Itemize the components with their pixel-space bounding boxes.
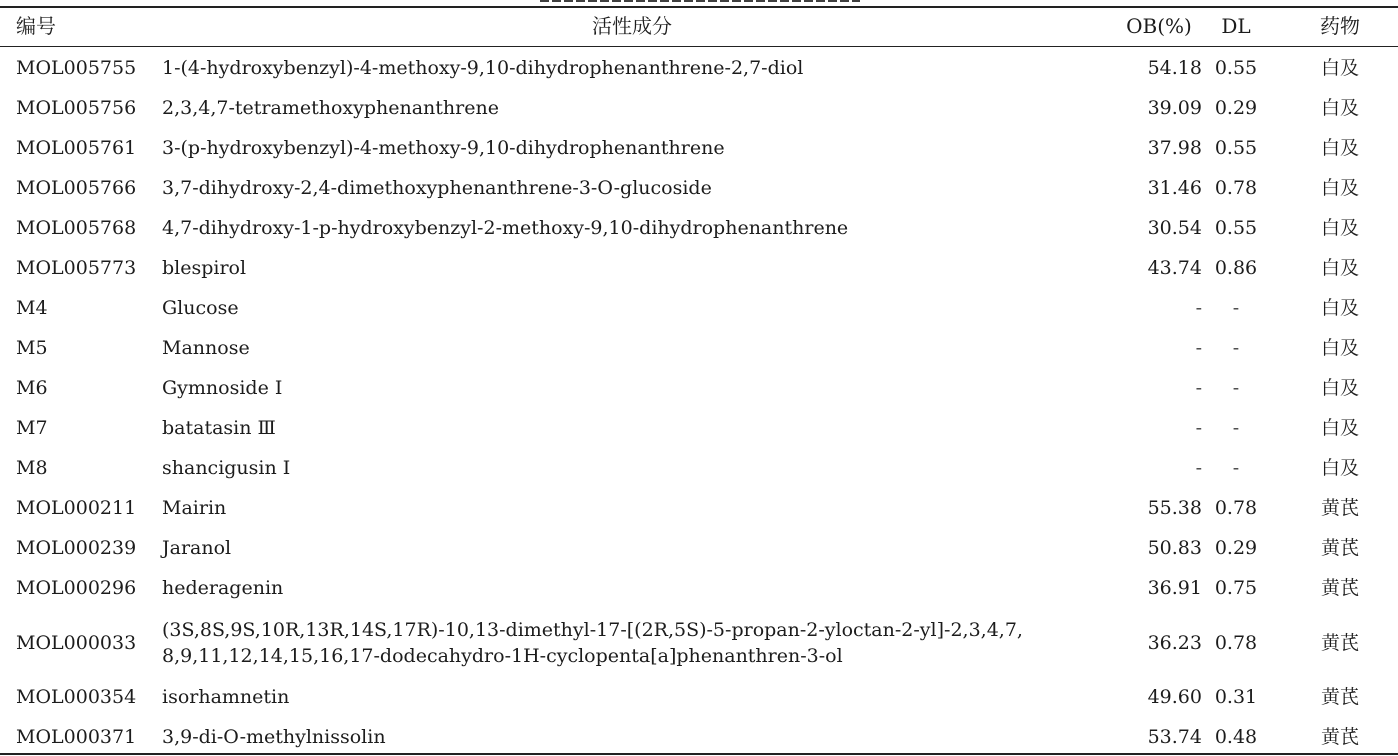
- row-14-ob: 36.23: [1147, 632, 1202, 654]
- row-14-name: [162, 617, 1023, 669]
- row-2-ob: 37.98: [1147, 137, 1202, 159]
- table-top-rule: [0, 6, 1398, 8]
- row-13-id: MOL000296: [16, 577, 137, 599]
- row-4-herb: 白及: [1320, 217, 1359, 239]
- row-3-name: 3,7-dihydroxy-2,4-dimethoxyphenanthrene-3-O-glucoside: [162, 177, 712, 199]
- row-7-herb: 白及: [1320, 337, 1359, 359]
- row-6-name: Glucose: [162, 297, 239, 319]
- row-12-id: MOL000239: [16, 537, 137, 559]
- row-14-id: MOL000033: [16, 632, 137, 654]
- row-15-ob: 49.60: [1147, 686, 1202, 708]
- row-6-herb: 白及: [1320, 297, 1359, 319]
- row-11-herb: 黄芪: [1320, 497, 1359, 519]
- row-0-name: 1-(4-hydroxybenzyl)-4-methoxy-9,10-dihydrophenanthrene-2,7-diol: [162, 57, 804, 79]
- row-2-dl: 0.55: [1214, 137, 1258, 159]
- row-13-herb: 黄芪: [1320, 577, 1359, 599]
- row-16-dl: 0.48: [1214, 726, 1258, 748]
- row-6-dl: -: [1232, 297, 1240, 319]
- row-16-id: MOL000371: [16, 726, 137, 748]
- row-12-dl: 0.29: [1214, 537, 1258, 559]
- row-5-herb: 白及: [1320, 257, 1359, 279]
- row-4-id: MOL005768: [16, 217, 137, 239]
- row-2-id: MOL005761: [16, 137, 137, 159]
- row-1-herb: 白及: [1320, 97, 1359, 119]
- row-5-ob: 43.74: [1147, 257, 1202, 279]
- row-9-dl: -: [1232, 417, 1240, 439]
- row-9-name: batatasin Ⅲ: [162, 417, 276, 439]
- row-10-herb: 白及: [1320, 457, 1359, 479]
- row-13-dl: 0.75: [1214, 577, 1258, 599]
- row-7-name: Mannose: [162, 337, 250, 359]
- row-16-ob: 53.74: [1147, 726, 1202, 748]
- row-0-id: MOL005755: [16, 57, 137, 79]
- row-9-ob: -: [1195, 417, 1202, 439]
- row-8-ob: -: [1195, 377, 1202, 399]
- row-1-name: 2,3,4,7-tetramethoxyphenanthrene: [162, 97, 499, 119]
- row-12-name: Jaranol: [162, 537, 232, 559]
- table-header-rule: [0, 46, 1398, 47]
- row-6-ob: -: [1195, 297, 1202, 319]
- row-14-dl: 0.78: [1214, 632, 1258, 654]
- header-herb: 药物: [1320, 14, 1360, 38]
- row-11-id: MOL000211: [16, 497, 137, 519]
- row-15-name: isorhamnetin: [162, 686, 290, 708]
- row-7-id: M5: [16, 337, 48, 359]
- table-bottom-rule: [0, 753, 1398, 755]
- header-dl: DL: [1221, 14, 1251, 38]
- row-8-dl: -: [1232, 377, 1240, 399]
- row-4-ob: 30.54: [1147, 217, 1202, 239]
- row-0-ob: 54.18: [1147, 57, 1202, 79]
- row-2-name: 3-(p-hydroxybenzyl)-4-methoxy-9,10-dihydrophenanthrene: [162, 137, 725, 159]
- row-13-name: hederagenin: [162, 577, 284, 599]
- row-10-ob: -: [1195, 457, 1202, 479]
- row-5-name: blespirol: [162, 257, 247, 279]
- row-8-herb: 白及: [1320, 377, 1359, 399]
- row-10-dl: -: [1232, 457, 1240, 479]
- row-0-herb: 白及: [1320, 57, 1359, 79]
- row-14-name-line1: (3S,8S,9S,10R,13R,14S,17R)-10,13-dimethyl-17-[(2R,5S)-5-propan-2-yloctan-2-yl]-2,3,4,7,: [162, 619, 1023, 641]
- row-3-ob: 31.46: [1147, 177, 1202, 199]
- row-15-id: MOL000354: [16, 686, 137, 708]
- row-11-name: Mairin: [162, 497, 227, 519]
- row-12-ob: 50.83: [1147, 537, 1202, 559]
- row-3-id: MOL005766: [16, 177, 137, 199]
- row-2-herb: 白及: [1320, 137, 1359, 159]
- row-8-id: M6: [16, 377, 48, 399]
- row-9-id: M7: [16, 417, 48, 439]
- row-16-herb: 黄芪: [1320, 726, 1359, 748]
- row-0-dl: 0.55: [1214, 57, 1258, 79]
- cropped-caption: [0, 0, 1398, 5]
- row-7-ob: -: [1195, 337, 1202, 359]
- row-7-dl: -: [1232, 337, 1240, 359]
- header-name: 活性成分: [592, 14, 672, 38]
- row-16-name: 3,9-di-O-methylnissolin: [162, 726, 386, 748]
- row-11-ob: 55.38: [1147, 497, 1202, 519]
- row-5-id: MOL005773: [16, 257, 137, 279]
- header-ob: OB(%): [1126, 14, 1192, 38]
- row-10-id: M8: [16, 457, 48, 479]
- row-9-herb: 白及: [1320, 417, 1359, 439]
- row-4-name: 4,7-dihydroxy-1-p-hydroxybenzyl-2-methoxy-9,10-dihydrophenanthrene: [162, 217, 849, 239]
- row-11-dl: 0.78: [1214, 497, 1258, 519]
- row-1-id: MOL005756: [16, 97, 137, 119]
- row-14-herb: 黄芪: [1320, 632, 1359, 654]
- row-14-name-line2: 8,9,11,12,14,15,16,17-dodecahydro-1H-cyclopenta[a]phenanthren-3-ol: [162, 645, 843, 667]
- row-1-dl: 0.29: [1214, 97, 1258, 119]
- header-id: 编号: [16, 14, 56, 38]
- row-10-name: shancigusin Ⅰ: [162, 457, 291, 479]
- row-15-herb: 黄芪: [1320, 686, 1359, 708]
- row-13-ob: 36.91: [1147, 577, 1202, 599]
- row-1-ob: 39.09: [1147, 97, 1202, 119]
- row-3-dl: 0.78: [1214, 177, 1258, 199]
- row-12-herb: 黄芪: [1320, 537, 1359, 559]
- row-3-herb: 白及: [1320, 177, 1359, 199]
- row-4-dl: 0.55: [1214, 217, 1258, 239]
- row-8-name: Gymnoside Ⅰ: [162, 377, 283, 399]
- row-6-id: M4: [16, 297, 48, 319]
- row-15-dl: 0.31: [1214, 686, 1258, 708]
- row-5-dl: 0.86: [1214, 257, 1258, 279]
